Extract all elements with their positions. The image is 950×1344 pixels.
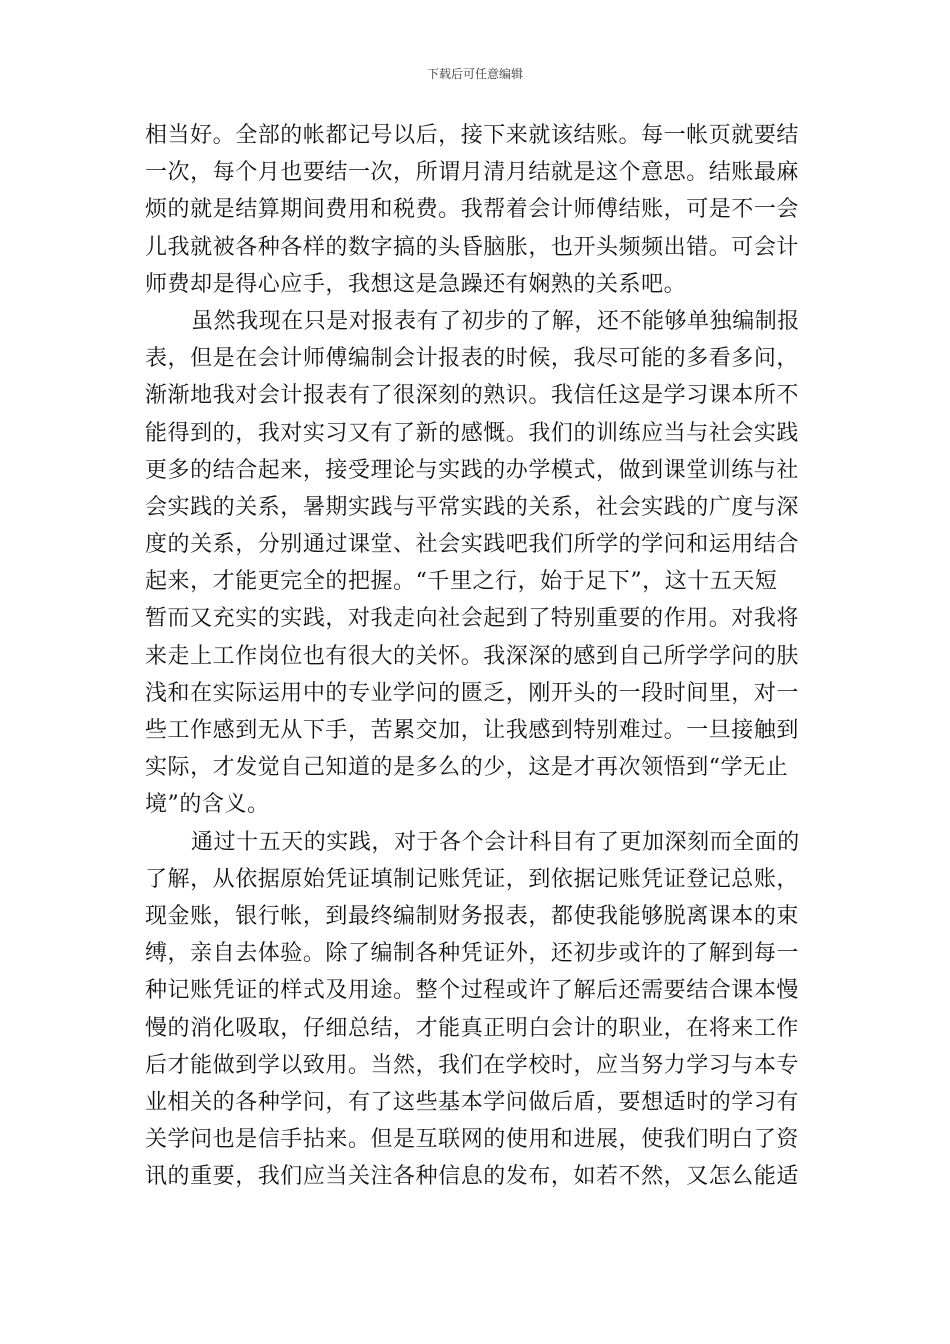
body-text [145, 117, 807, 1195]
text-line: 度的关系，分别通过课堂、社会实践吧我们所学的学问和运用结合 [145, 532, 799, 558]
text-line: 实际，才发觉自己知道的是多么的少，这是才再次领悟到“学无止 [145, 755, 789, 781]
text-line: 通过十五天的实践，对于各个会计科目有了更加深刻而全面的 [191, 829, 800, 855]
text-line: 境”的含义。 [145, 792, 270, 818]
text-line: 会实践的关系，暑期实践与平常实践的关系，社会实践的广度与深 [145, 494, 799, 520]
text-line: 缚，亲自去体验。除了编制各种凭证外，还初步或许的了解到每一 [145, 941, 799, 967]
text-line: 现金账，银行帐，到最终编制财务报表，都使我能够脱离课本的束 [145, 903, 799, 929]
text-line: 慢的消化吸取，仔细总结，才能真正明白会计的职业，在将来工作 [145, 1015, 799, 1041]
text-line: 更多的结合起来，接受理论与实践的办学模式，做到课堂训练与社 [145, 457, 799, 483]
text-line: 讯的重要，我们应当关注各种信息的发布，如若不然，又怎么能适 [145, 1164, 799, 1190]
text-line: 一次，每个月也要结一次，所谓月清月结就是这个意思。结账最麻 [145, 160, 799, 186]
text-line: 后才能做到学以致用。当然，我们在学校时，应当努力学习与本专 [145, 1052, 799, 1078]
text-line: 种记账凭证的样式及用途。整个过程或许了解后还需要结合课本慢 [145, 978, 799, 1004]
text-line: 师费却是得心应手，我想这是急躁还有娴熟的关系吧。 [145, 271, 687, 297]
text-line: 来走上工作岗位也有很大的关怀。我深深的感到自己所学学问的肤 [145, 643, 799, 669]
text-line: 表，但是在会计师傅编制会计报表的时候，我尽可能的多看多问， [145, 346, 799, 372]
text-line: 些工作感到无从下手，苦累交加，让我感到特别难过。一旦接触到 [145, 718, 799, 743]
text-line: 虽然我现在只是对报表有了初步的了解，还不能够单独编制报 [191, 308, 800, 334]
text-line: 相当好。全部的帐都记号以后，接下来就该结账。每一帐页就要结 [145, 123, 799, 148]
text-line: 儿我就被各种各样的数字搞的头昏脑胀，也开头频频出错。可会计 [145, 234, 799, 260]
text-line: 业相关的各种学问，有了这些基本学问做后盾，要想适时的学习有 [145, 1089, 799, 1115]
text-line: 浅和在实际运用中的专业学问的匮乏，刚开头的一段时间里，对一 [145, 680, 799, 706]
page-header: 下载后可任意编辑 [426, 67, 523, 81]
text-line: 渐渐地我对会计报表有了很深刻的熟识。我信任这是学习课本所不 [145, 383, 799, 409]
text-line: 了解，从依据原始凭证填制记账凭证，到依据记账凭证登记总账， [145, 866, 799, 892]
text-line: 能得到的，我对实习又有了新的感慨。我们的训练应当与社会实践 [145, 420, 799, 446]
text-line: 暂而又充实的实践，对我走向社会起到了特别重要的作用。对我将 [145, 606, 799, 632]
text-line: 烦的就是结算期间费用和税费。我帮着会计师傅结账，可是不一会 [145, 197, 799, 223]
text-line: 关学问也是信手拈来。但是互联网的使用和进展，使我们明白了资 [145, 1127, 799, 1153]
text-line: 起来，才能更完全的把握。“千里之行，始于足下”，这十五天短 [145, 569, 778, 595]
